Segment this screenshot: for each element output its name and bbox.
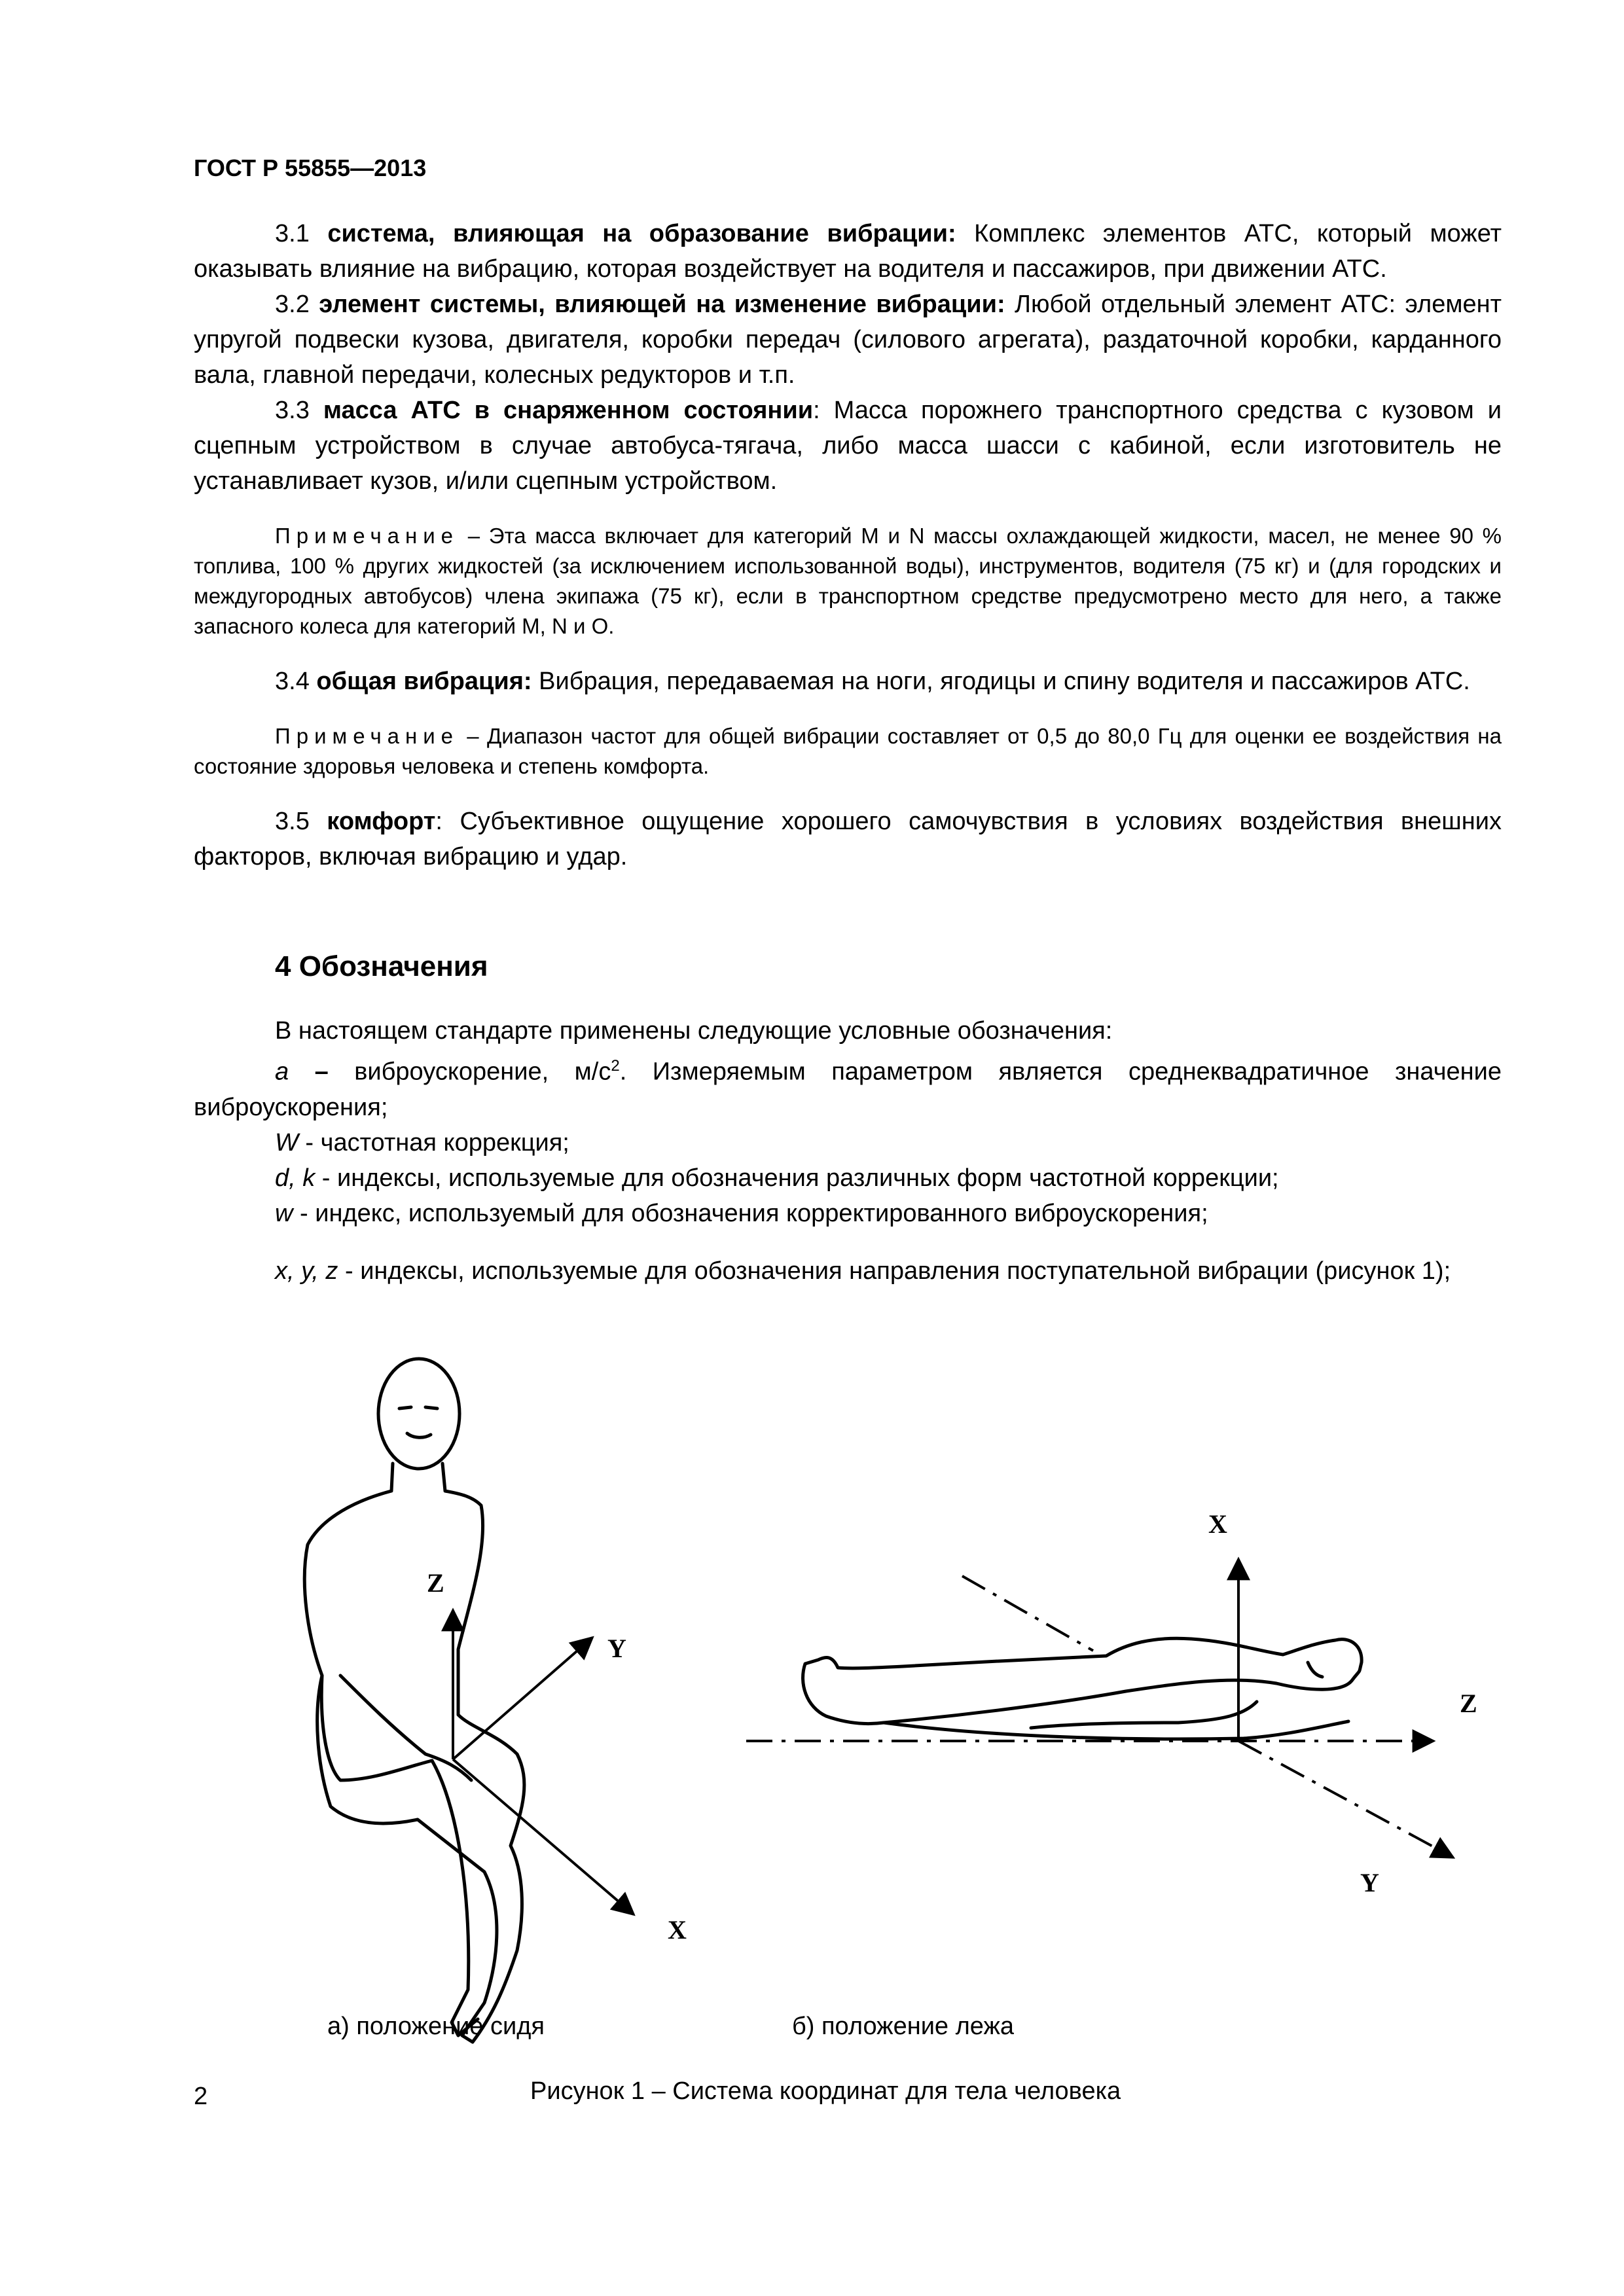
clause-number: 3.4 [275, 668, 317, 695]
clause-term: комфорт [327, 808, 436, 835]
seated-x-label: X [668, 1915, 687, 1945]
symbol: d, k [275, 1164, 316, 1192]
clause-text: Вибрация, передаваемая на ноги, ягодицы и спину водителя и пассажиров АТС. [532, 668, 1470, 695]
symbol-text: - индексы, используемые для обозначения различных форм частотной коррекции; [315, 1164, 1279, 1192]
symbol: x, y, z [275, 1257, 338, 1285]
symbol-dk [194, 1160, 1502, 1196]
superscript: 2 [611, 1057, 620, 1075]
clause-text: : Субъективное ощущение хорошего самочувствия в условиях воздействия внешних факторов, включая вибрацию и удар. [194, 808, 1502, 870]
lying-axes [746, 1559, 1453, 1857]
section-4-block [194, 949, 1502, 1289]
clause-term: общая вибрация: [316, 668, 532, 695]
section-heading: 4 Обозначения [275, 950, 488, 982]
clause-3-5 [194, 804, 1502, 874]
clause-text: Любой отдельный элемент АТС: элемент упругой подвески кузова, двигателя, коробки передач (силового агрегата), раздаточной коробки, карданного вала, главной передачи, колесных редукторов и т.п. [194, 291, 1502, 389]
symbol-a [194, 1049, 1502, 1125]
clause-3-4 [194, 664, 1502, 699]
clause-text: Комплекс элементов АТС, который может оказывать влияние на вибрацию, которая воздействует на водителя и пассажиров, при движении АТС. [194, 220, 1502, 283]
note-label: Примечание [275, 524, 460, 548]
clause-3-3 [194, 393, 1502, 499]
clause-text: : Масса порожнего транспортного средства с кузовом и сцепным устройством в случае автобуса-тягача, либо масса шасси с кабиной, если изготовитель не устанавливает кузов, и/или сцепным устройством. [194, 397, 1502, 495]
clause-3-1 [194, 216, 1502, 287]
seated-figure [304, 1359, 524, 2042]
definitions-block [194, 216, 1502, 874]
clause-term: масса АТС в снаряженном состоянии [323, 397, 814, 424]
symbol-text: - индекс, используемый для обозначения корректированного виброускорения; [293, 1199, 1208, 1227]
symbol-W [194, 1125, 1502, 1160]
clause-term: система, влияющая на образование вибрации: [327, 220, 956, 247]
note-1 [194, 521, 1502, 641]
note-label: Примечание [275, 724, 460, 748]
symbol: a [275, 1058, 289, 1086]
clause-term: элемент системы, влияющей на изменение вибрации: [319, 291, 1005, 318]
note-text: – Диапазон частот для общей вибрации составляет от 0,5 до 80,0 Гц для оценки ее воздействия на состояние здоровья человека и степень комфорта. [194, 724, 1502, 778]
y-axis-back-line [962, 1576, 1093, 1651]
symbol-text: . Измеряемым параметром является среднеквадратичное значение виброускорения; [194, 1058, 1502, 1121]
symbol-text: виброускорение, м/с [354, 1058, 611, 1086]
y-axis-arrow [453, 1638, 592, 1759]
symbol-text: - индексы, используемые для обозначения направления поступательной вибрации (рисунок 1); [338, 1257, 1451, 1285]
figure-caption: Рисунок 1 – Система координат для тела человека [530, 2077, 1121, 2105]
symbols-intro: В настоящем стандарте применены следующие условные обозначения: [275, 1017, 1113, 1045]
symbol-w [194, 1196, 1502, 1231]
y-axis-arrow [1238, 1741, 1453, 1857]
clause-number: 3.2 [275, 291, 319, 318]
clause-number: 3.1 [275, 220, 328, 247]
symbol-xyz [194, 1253, 1502, 1289]
note-text: – Эта масса включает для категорий M и N массы охлаждающей жидкости, масел, не менее 90 % топлива, 100 % других жидкостей (за исключением использованной воды), инструментов, водителя (75 кг) и (для городских и междугородных автобусов) члена экипажа (75 кг), если в транспортном средстве предусмотрено место для него, а также запасного колеса для категорий M, N и O. [194, 524, 1502, 638]
symbol-text: - частотная коррекция; [298, 1128, 569, 1157]
document-header: ГОСТ Р 55855—2013 [194, 154, 427, 181]
clause-number: 3.5 [275, 808, 327, 835]
dash: – [289, 1058, 355, 1086]
clause-number: 3.3 [275, 397, 323, 424]
lying-z-label: Z [1460, 1689, 1477, 1718]
page-number: 2 [194, 2083, 208, 2110]
x-axis-arrow [453, 1759, 634, 1914]
note-2 [194, 721, 1502, 781]
figure-1 [0, 1309, 1624, 2055]
clause-3-2 [194, 287, 1502, 393]
seated-y-label: Y [607, 1634, 626, 1663]
symbol: w [275, 1199, 293, 1227]
seated-caption: а) положение сидя [327, 2013, 545, 2040]
lying-figure [803, 1638, 1362, 1739]
lying-y-label: Y [1360, 1868, 1379, 1897]
lying-x-label: X [1208, 1509, 1227, 1539]
seated-z-label: Z [427, 1568, 444, 1598]
symbol: W [275, 1128, 298, 1157]
lying-caption: б) положение лежа [792, 2013, 1015, 2040]
